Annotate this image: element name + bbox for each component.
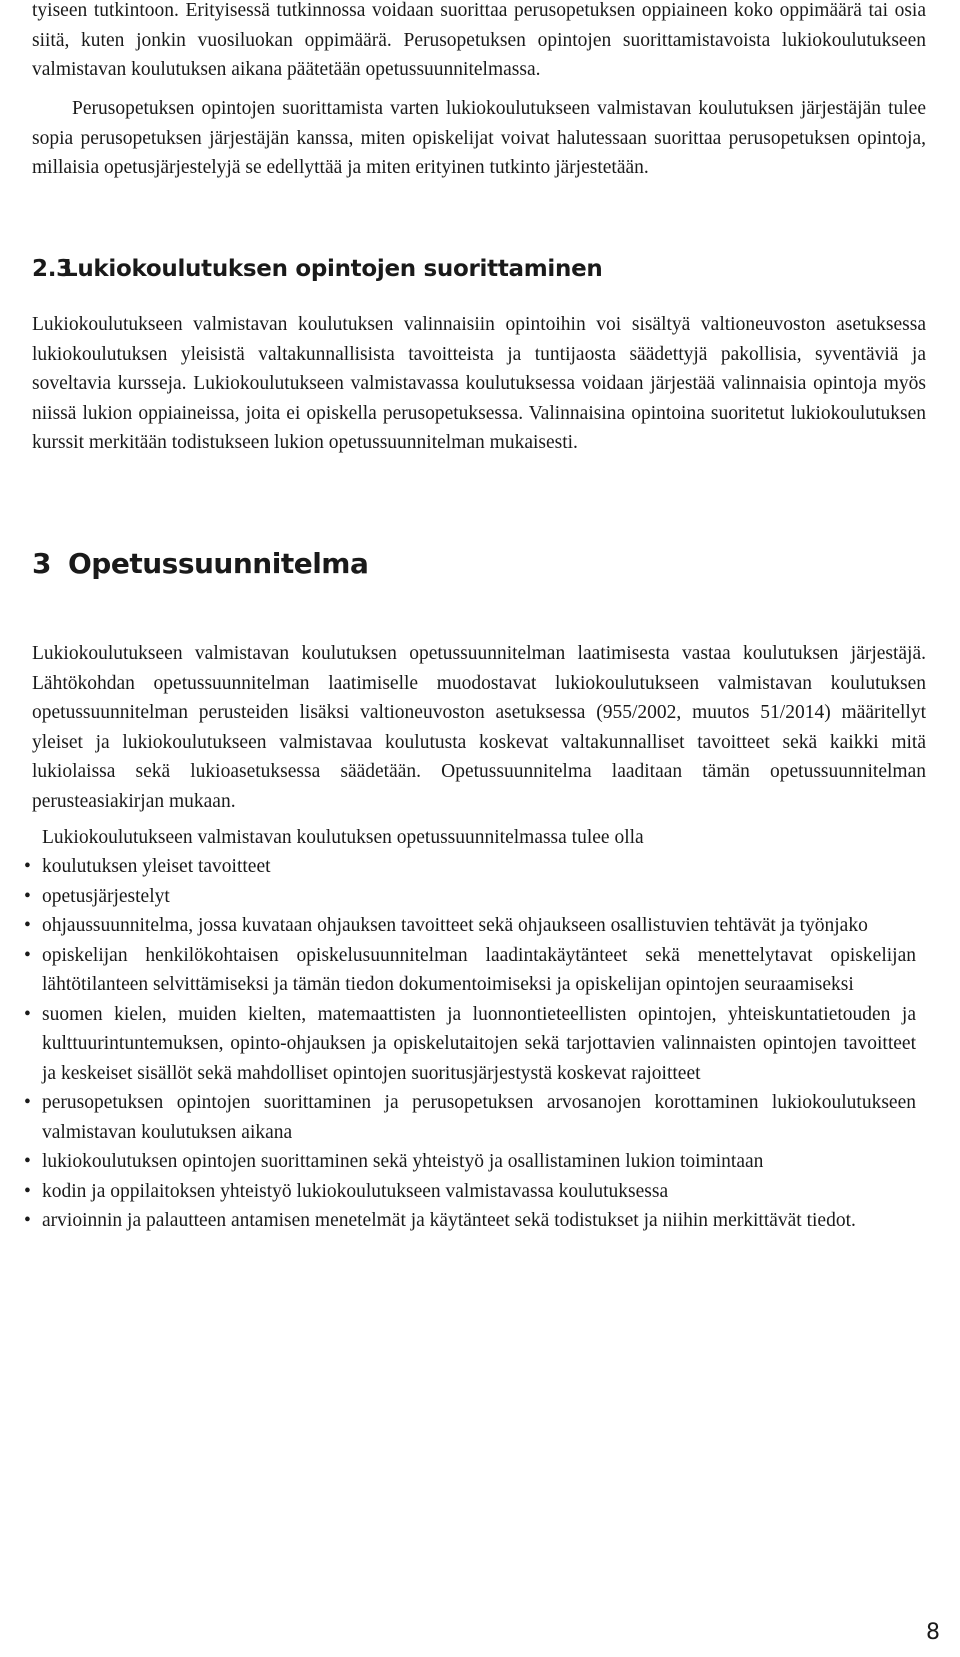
bullet-icon: • xyxy=(24,885,31,907)
section-2-3-body: Lukiokoulutukseen valmistavan koulutuksen valinnaisiin opintoihin voi sisältyä valtioneuvoston asetuksessa lukiokoulutuksen yleisistä valtakunnallisista tavoitteista ja tuntijaosta säädettyjä pakollisia, syventäviä ja soveltavia kursseja. Lukiokoulutukseen valmistavassa koulutuksessa voidaan järjestää valinnaisia opintoja myös niissä lukion oppiaineissa, joita ei opiskella perusopetuksessa. Valinnaisina opintoina suoritetut lukiokoulutuksen kurssit merkitään todistukseen lukion opetussuunnitelman mukaisesti. xyxy=(32,314,926,453)
list-item: • arvioinnin ja palautteen antamisen menetelmät ja käytänteet sekä todistukset ja niihin merkittävät tiedot. xyxy=(32,1206,916,1236)
section-2-3-heading xyxy=(32,254,602,284)
list-item: • ohjaussuunnitelma, jossa kuvataan ohjauksen tavoitteet sekä ohjaukseen osallistuvien tehtävät ja työnjako xyxy=(32,911,916,941)
page-number: 8 xyxy=(926,1620,940,1645)
bullet-icon: • xyxy=(24,1210,31,1231)
bullet-icon: • xyxy=(24,1092,31,1113)
bullet-icon: • xyxy=(24,1180,31,1202)
section-3-heading xyxy=(32,547,368,581)
list-item: • lukiokoulutuksen opintojen suorittaminen sekä yhteistyö ja osallistaminen lukion toimintaan xyxy=(32,1147,916,1177)
section-number: 2.3 xyxy=(32,256,72,282)
section-3-body: Lukiokoulutukseen valmistavan koulutuksen opetussuunnitelman laatimisesta vastaa koulutuksen järjestäjä. Lähtökohdan opetussuunnitelman laatimiselle muodostavat lukiokoulutukseen valmistavan koulutuksen opetussuunnitelman perusteiden lisäksi valtioneuvoston asetuksessa (955/2002, muutos 51/2014) määritellyt yleiset ja lukiokoulutukseen valmistavaa koulutusta koskevat valtakunnalliset tavoitteet sekä kaikki mitä lukiolaissa sekä lukioasetuksessa säädetään. Opetussuunnitelma laaditaan tämän opetussuunnitelman perusteasiakirjan mukaan. xyxy=(32,643,926,812)
list-intro: Lukiokoulutukseen valmistavan koulutuksen opetussuunnitelmassa tulee olla xyxy=(42,827,644,848)
bullet-icon: • xyxy=(24,856,31,877)
section-title: Lukiokoulutuksen opintojen suorittaminen xyxy=(63,256,603,282)
bullet-icon: • xyxy=(24,944,31,966)
list-item: • opiskelijan henkilökohtaisen opiskelusuunnitelman laadintakäytänteet sekä menettelytavat opiskelijan lähtötilanteen selvittämiseksi ja tämän tiedon dokumentoimiseksi ja opiskelijan opintojen seuraamiseksi xyxy=(32,941,916,1000)
chapter-number: 3 xyxy=(32,547,51,580)
list-item: • suomen kielen, muiden kielten, matemaattisten ja luonnontieteellisten opintojen, yhteiskuntatietouden ja kulttuurintuntemuksen, opinto-ohjauksen ja opiskelutaitojen sekä tarjottavien valinnaisten opintojen tavoitteet ja keskeiset sisällöt sekä mahdolliset opintojen suoritusjärjestystä koskevat rajoitteet xyxy=(32,1000,916,1089)
bullet-icon: • xyxy=(24,1151,31,1172)
bullet-icon: • xyxy=(24,1003,31,1025)
bullet-icon: • xyxy=(24,915,31,936)
list-item: • koulutuksen yleiset tavoitteet xyxy=(32,852,916,882)
list-item: • perusopetuksen opintojen suorittaminen ja perusopetuksen arvosanojen korottaminen lukiokoulutukseen valmistavan koulutuksen aikana xyxy=(32,1088,916,1147)
paragraph-perusopetus: Perusopetuksen opintojen suorittamista varten lukiokoulutukseen valmistavan koulutuksen järjestäjän tulee sopia perusopetuksen järjestäjän kanssa, miten opiskelijat voivat halutessaan suorittaa perusopetuksen opintoja, millaisia opetusjärjestelyjä se edellyttää ja miten erityinen tutkinto järjestetään. xyxy=(32,98,926,178)
paragraph-continuation: tyiseen tutkintoon. Erityisessä tutkinnossa voidaan suorittaa perusopetuksen oppiaineen koko oppimäärä tai osia siitä, kuten jonkin vuosiluokan oppimäärä. Perusopetuksen opintojen suorittamistavoista lukiokoulutukseen valmistavan koulutuksen aikana päätetään opetussuunnitelmassa. xyxy=(32,0,926,80)
list-item: • kodin ja oppilaitoksen yhteistyö lukiokoulutukseen valmistavassa koulutuksessa xyxy=(32,1177,916,1207)
requirements-list xyxy=(24,852,916,1236)
chapter-title: Opetussuunnitelma xyxy=(68,547,369,580)
list-item: • opetusjärjestelyt xyxy=(32,882,916,912)
